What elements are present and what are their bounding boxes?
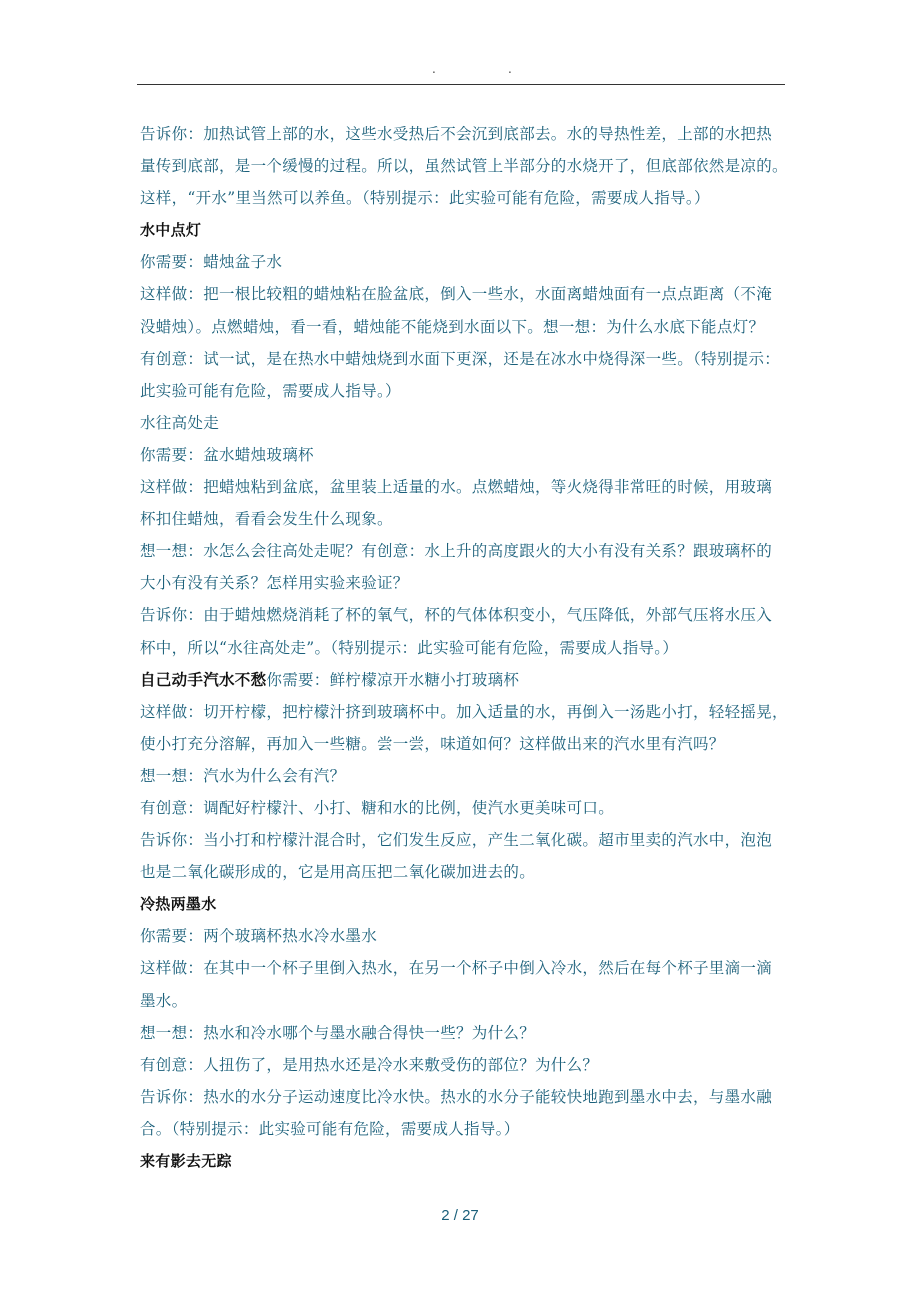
paragraph-line: 这样做：把蜡烛粘到盆底，盆里装上适量的水。点燃蜡烛，等火烧得非常旺的时候，用玻璃 [140, 478, 773, 497]
paragraph-line: 想一想：汽水为什么会有汽？ [140, 766, 346, 785]
paragraph-line: 没蜡烛）。点燃蜡烛，看一看，蜡烛能不能烧到水面以下。想一想：为什么水底下能点灯？ [140, 317, 765, 336]
paragraph-line: 有创意：试一试，是在热水中蜡烛烧到水面下更深，还是在冰水中烧得深一些。（特别提示： [140, 349, 781, 368]
header-dot-left: . [432, 62, 436, 76]
paragraph-line: 杯扣住蜡烛，看看会发生什么现象。 [140, 510, 393, 529]
header-dots [0, 62, 920, 82]
paragraph-line: 这样，“开水”里当然可以养鱼。（特别提示：此实验可能有危险，需要成人指导。） [140, 189, 710, 208]
page-number: 2 / 27 [441, 1207, 479, 1224]
paragraph-line: 墨水。 [140, 991, 188, 1010]
header-dot-right: . [508, 62, 512, 76]
section-heading: 水中点灯 [140, 221, 202, 240]
paragraph-line: 你需要：两个玻璃杯热水冷水墨水 [140, 927, 378, 946]
paragraph-line: 大小有没有关系？怎样用实验来验证？ [140, 574, 409, 593]
paragraph-line: 量传到底部，是一个缓慢的过程。所以，虽然试管上半部分的水烧开了，但底部依然是凉的。 [140, 157, 788, 176]
section-heading: 来有影去无踪 [140, 1152, 232, 1170]
paragraph-line: 也是二氧化碳形成的，它是用高压把二氧化碳加进去的。 [140, 863, 536, 882]
paragraph-line: 合。（特别提示：此实验可能有危险，需要成人指导。） [140, 1119, 520, 1138]
paragraph-line: 想一想：水怎么会往高处走呢？有创意：水上升的高度跟火的大小有没有关系？跟玻璃杯的 [140, 542, 773, 561]
document-body [140, 118, 788, 1177]
paragraph-line: 这样做：把一根比较粗的蜡烛粘在脸盆底，倒入一些水，水面离蜡烛面有一点点距离（不淹 [140, 285, 773, 304]
paragraph-text: 你需要：鲜柠檬凉开水糖小打玻璃杯 [266, 670, 520, 689]
paragraph-line: 有创意：人扭伤了，是用热水还是冷水来敷受伤的部位？为什么？ [140, 1055, 599, 1074]
header-rule [137, 84, 785, 85]
paragraph-line: 使小打充分溶解，再加入一些糖。尝一尝，味道如何？这样做出来的汽水里有汽吗？ [140, 734, 725, 753]
paragraph-line: 你需要：盆水蜡烛玻璃杯 [140, 445, 314, 464]
paragraph-line: 这样做：在其中一个杯子里倒入热水，在另一个杯子中倒入冷水，然后在每个杯子里滴一滴 [140, 959, 773, 978]
paragraph-line: 告诉你：由于蜡烛燃烧消耗了杯的氧气，杯的气体体积变小，气压降低，外部气压将水压入 [140, 606, 773, 625]
section-heading: 水往高处走 [140, 413, 220, 432]
section-heading: 冷热两墨水 [140, 895, 217, 914]
paragraph-line: 杯中，所以“水往高处走”。（特别提示：此实验可能有危险，需要成人指导。） [140, 638, 679, 657]
paragraph-line [140, 664, 785, 696]
paragraph-line: 告诉你：当小打和柠檬汁混合时，它们发生反应，产生二氧化碳。超市里卖的汽水中，泡泡 [140, 831, 773, 850]
paragraph-line: 你需要：蜡烛盆子水 [140, 253, 283, 272]
paragraph-line: 有创意：调配好柠檬汁、小打、糖和水的比例，使汽水更美味可口。 [140, 798, 615, 817]
paragraph-line: 此实验可能有危险，需要成人指导。） [140, 381, 401, 400]
section-heading-inline: 自己动手汽水不愁 [140, 670, 267, 689]
paragraph-line: 这样做：切开柠檬，把柠檬汁挤到玻璃杯中。加入适量的水，再倒入一汤匙小打，轻轻摇晃， [140, 702, 788, 721]
paragraph-line: 想一想：热水和冷水哪个与墨水融合得快一些？为什么？ [140, 1023, 536, 1042]
paragraph-line: 告诉你：加热试管上部的水，这些水受热后不会沉到底部去。水的导热性差，上部的水把热 [140, 125, 773, 143]
paragraph-line: 告诉你：热水的水分子运动速度比冷水快。热水的水分子能较快地跑到墨水中去，与墨水融 [140, 1087, 773, 1106]
